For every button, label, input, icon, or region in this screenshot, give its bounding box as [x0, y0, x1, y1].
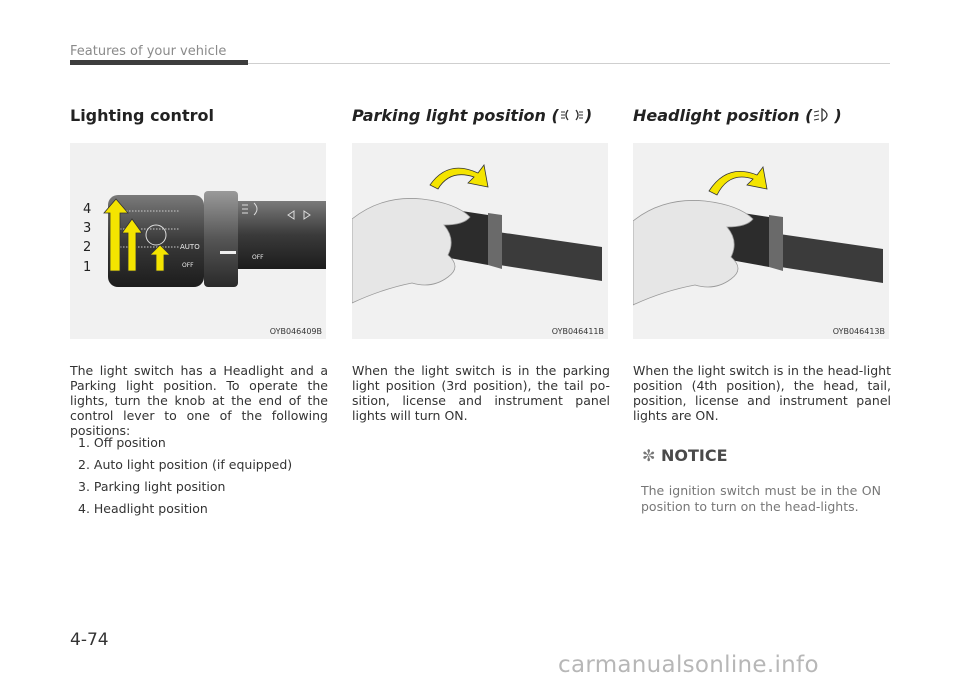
figure-headlight — [633, 143, 889, 339]
stalk-label-auto: AUTO — [180, 243, 200, 251]
parking-light-icon — [559, 107, 585, 127]
hand-turning-stalk-illustration — [352, 143, 608, 339]
lighting-control-heading: Lighting control — [70, 106, 214, 125]
notice-text: The ignition switch must be in the ON position to turn on the head-lights. — [641, 483, 881, 514]
notice-title: NOTICE — [660, 446, 728, 465]
section-title: Features of your vehicle — [70, 44, 227, 59]
headlight-heading-text: Headlight position ( — [633, 106, 813, 125]
header-bar — [70, 60, 248, 65]
headlight-icon — [812, 107, 834, 127]
lighting-control-paragraph: The light switch has a Headlight and a Parking light position. To operate the lights, turn the knob at the end of the control lever to one of the following positions: — [70, 363, 328, 438]
parking-light-paragraph: When the light switch is in the parking light position (3rd position), the tail po-sition, license and instrument panel lights will turn ON. — [352, 363, 610, 423]
list-item: 1. Off position — [78, 435, 166, 450]
stalk-collar — [204, 191, 238, 287]
headlight-heading — [633, 106, 842, 127]
notice-heading — [642, 446, 728, 465]
headlight-paragraph: When the light switch is in the head-light position (4th position), the head, tail, position, license and instrument panel lights are ON. — [633, 363, 891, 423]
parking-light-heading-close: ) — [584, 106, 593, 125]
notice-symbol: ✼ — [642, 446, 656, 465]
stalk-label-off-right: OFF — [252, 254, 264, 261]
rotation-arrow — [430, 165, 488, 189]
header-rule — [248, 63, 890, 64]
parking-light-heading — [352, 106, 592, 127]
figure-code: OYB046409B — [269, 327, 322, 336]
watermark: carmanualsonline.info — [558, 652, 819, 678]
switch-position-list — [78, 435, 292, 523]
parking-light-heading-text: Parking light position ( — [352, 106, 559, 125]
figure-stalk-diagram — [70, 143, 326, 339]
stalk-collar — [488, 213, 502, 269]
list-item: 3. Parking light position — [78, 479, 226, 494]
figure-code: OYB046413B — [832, 327, 885, 336]
list-item: 4. Headlight position — [78, 501, 208, 516]
list-item: 2. Auto light position (if equipped) — [78, 457, 293, 472]
stalk-number-2: 2 — [83, 240, 92, 255]
page-number: 4-74 — [70, 630, 109, 650]
stalk-number-1: 1 — [83, 260, 92, 275]
stalk-number-3: 3 — [83, 221, 92, 236]
stalk-pointer — [220, 251, 236, 254]
stalk-label-off: OFF — [182, 262, 194, 269]
rotation-arrow — [709, 167, 767, 195]
figure-code: OYB046411B — [551, 327, 604, 336]
figure-parking-light — [352, 143, 608, 339]
stalk-number-4: 4 — [83, 202, 92, 217]
hand-turning-stalk-illustration — [633, 143, 889, 339]
stalk-illustration — [70, 143, 326, 339]
stalk-collar — [769, 215, 783, 271]
headlight-heading-close: ) — [834, 106, 842, 125]
